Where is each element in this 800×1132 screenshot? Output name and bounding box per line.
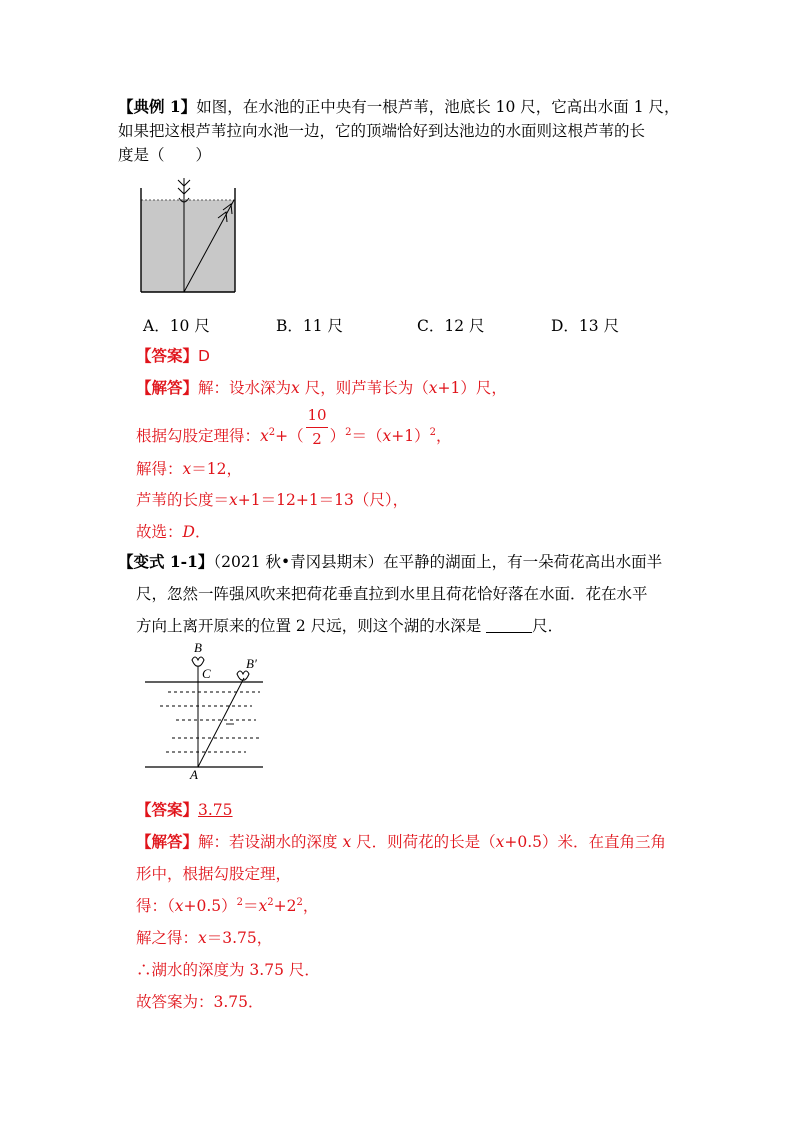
exp: 2 [267,897,274,908]
solution-tag: 【解答】 [136,378,199,397]
answer-value: 3.75 [198,801,233,819]
fraction-denominator: 2 [312,430,322,448]
option-b: B．11 尺 [276,317,344,335]
example1-sol-line2 [136,426,452,446]
label-a: A [190,767,198,780]
var-x: x [258,897,268,915]
t: 尺．则荷花的长是（ [351,833,496,851]
example1-sol-line3 [136,459,242,479]
answer-value: D [198,347,210,365]
t: +0.5） [183,897,237,915]
t: ＝（ [351,427,383,445]
var-x: x [229,491,238,509]
example1-answer [136,346,210,366]
t: ． [194,523,211,541]
var-x: x [291,379,300,397]
variant1-sol-line3 [136,896,318,916]
water-region [141,200,235,292]
answer-blank [486,618,532,633]
var-x: x [260,427,269,445]
var-x: x [198,929,207,947]
var-x: x [428,379,438,397]
fraction-numerator: 10 [307,406,327,424]
var-x: x [182,460,192,478]
exp: 2 [429,427,437,438]
lotus-b [192,657,204,666]
variant1-line2: 尺，忽然一阵强风吹来把荷花垂直拉到水里且荷花恰好落在水面．花在水平 [136,585,648,603]
t: 方向上离开原来的位置 2 尺远，则这个湖的水深是 [136,617,487,635]
t: +2 [273,897,297,915]
t: ＝3.75， [206,929,273,947]
variant1-sol-line2: 形中，根据勾股定理， [136,865,292,883]
var-d: D [182,523,195,541]
example1-text1: 如图，在水池的正中央有一根芦苇，池底长 10 尺，它高出水面 1 尺， [196,98,680,116]
lotus-b-prime [237,671,249,680]
option-a: A．10 尺 [143,317,210,335]
t: +（ [275,427,304,445]
t: 故选： [136,523,183,541]
exp: 2 [345,427,352,438]
exp: 2 [236,897,244,908]
t: 解：设水深为 [198,379,292,397]
lake-figure [140,640,280,780]
t: ） [329,427,346,445]
label-b: B [194,640,202,655]
pool-figure [135,170,255,300]
t: ＝12， [191,460,242,478]
t: ＝ [243,897,259,915]
variant1-sol-line6: 故答案为：3.75． [136,993,264,1011]
variant1-tag: 【变式 1-1】 [118,552,214,571]
t: ， [302,897,319,915]
t: 得：（ [136,897,175,915]
var-x: x [174,897,184,915]
variant1-line1 [118,552,662,572]
t: +0.5）米．在直角三角 [504,833,667,851]
t: +1＝12+1＝13（尺）， [237,491,409,509]
t: 芦苇的长度＝ [136,491,230,509]
example1-sol-line5 [136,522,210,542]
variant1-answer [136,800,233,820]
label-c: C [202,666,211,681]
t: 尺，则芦苇长为（ [299,379,429,397]
label-b-prime: B′ [246,656,257,671]
example1-line1 [118,97,679,117]
t: +1） [391,427,430,445]
var-x: x [382,427,392,445]
stem-pulled [198,678,244,767]
t: ， [436,427,452,445]
example1-tag: 【典例 1】 [118,97,197,116]
t: 尺． [532,617,564,635]
t: 解：若设湖水的深度 [198,833,343,851]
answer-tag: 【答案】 [136,346,199,365]
answer-tag: 【答案】 [136,800,199,819]
option-c: C．12 尺 [417,317,485,335]
example1-line3: 度是（ ） [118,146,212,164]
option-d: D．13 尺 [551,317,620,335]
variant1-sol-line5: ∴湖水的深度为 3.75 尺． [136,961,320,979]
exp: 2 [296,897,303,908]
variant1-sol-line4 [136,928,272,948]
example1-sol-line1 [136,378,507,398]
var-x: x [342,833,352,851]
t: 解得： [136,460,183,478]
t: 根据勾股定理得： [136,427,261,445]
var-x: x [495,833,505,851]
solution-tag: 【解答】 [136,832,199,851]
t: 解之得： [136,929,199,947]
variant1-line3 [136,616,563,636]
t: +1）尺， [437,379,507,397]
exp: 2 [268,427,276,438]
variant1-text1: （2021 秋•青冈县期末）在平静的湖面上，有一朵荷花高出水面半 [213,553,663,571]
example1-line2: 如果把这根芦苇拉向水池一边，它的顶端恰好到达池边的水面则这根芦苇的长 [118,122,646,140]
example1-sol-line4 [136,490,408,510]
variant1-sol-line1 [136,832,666,852]
